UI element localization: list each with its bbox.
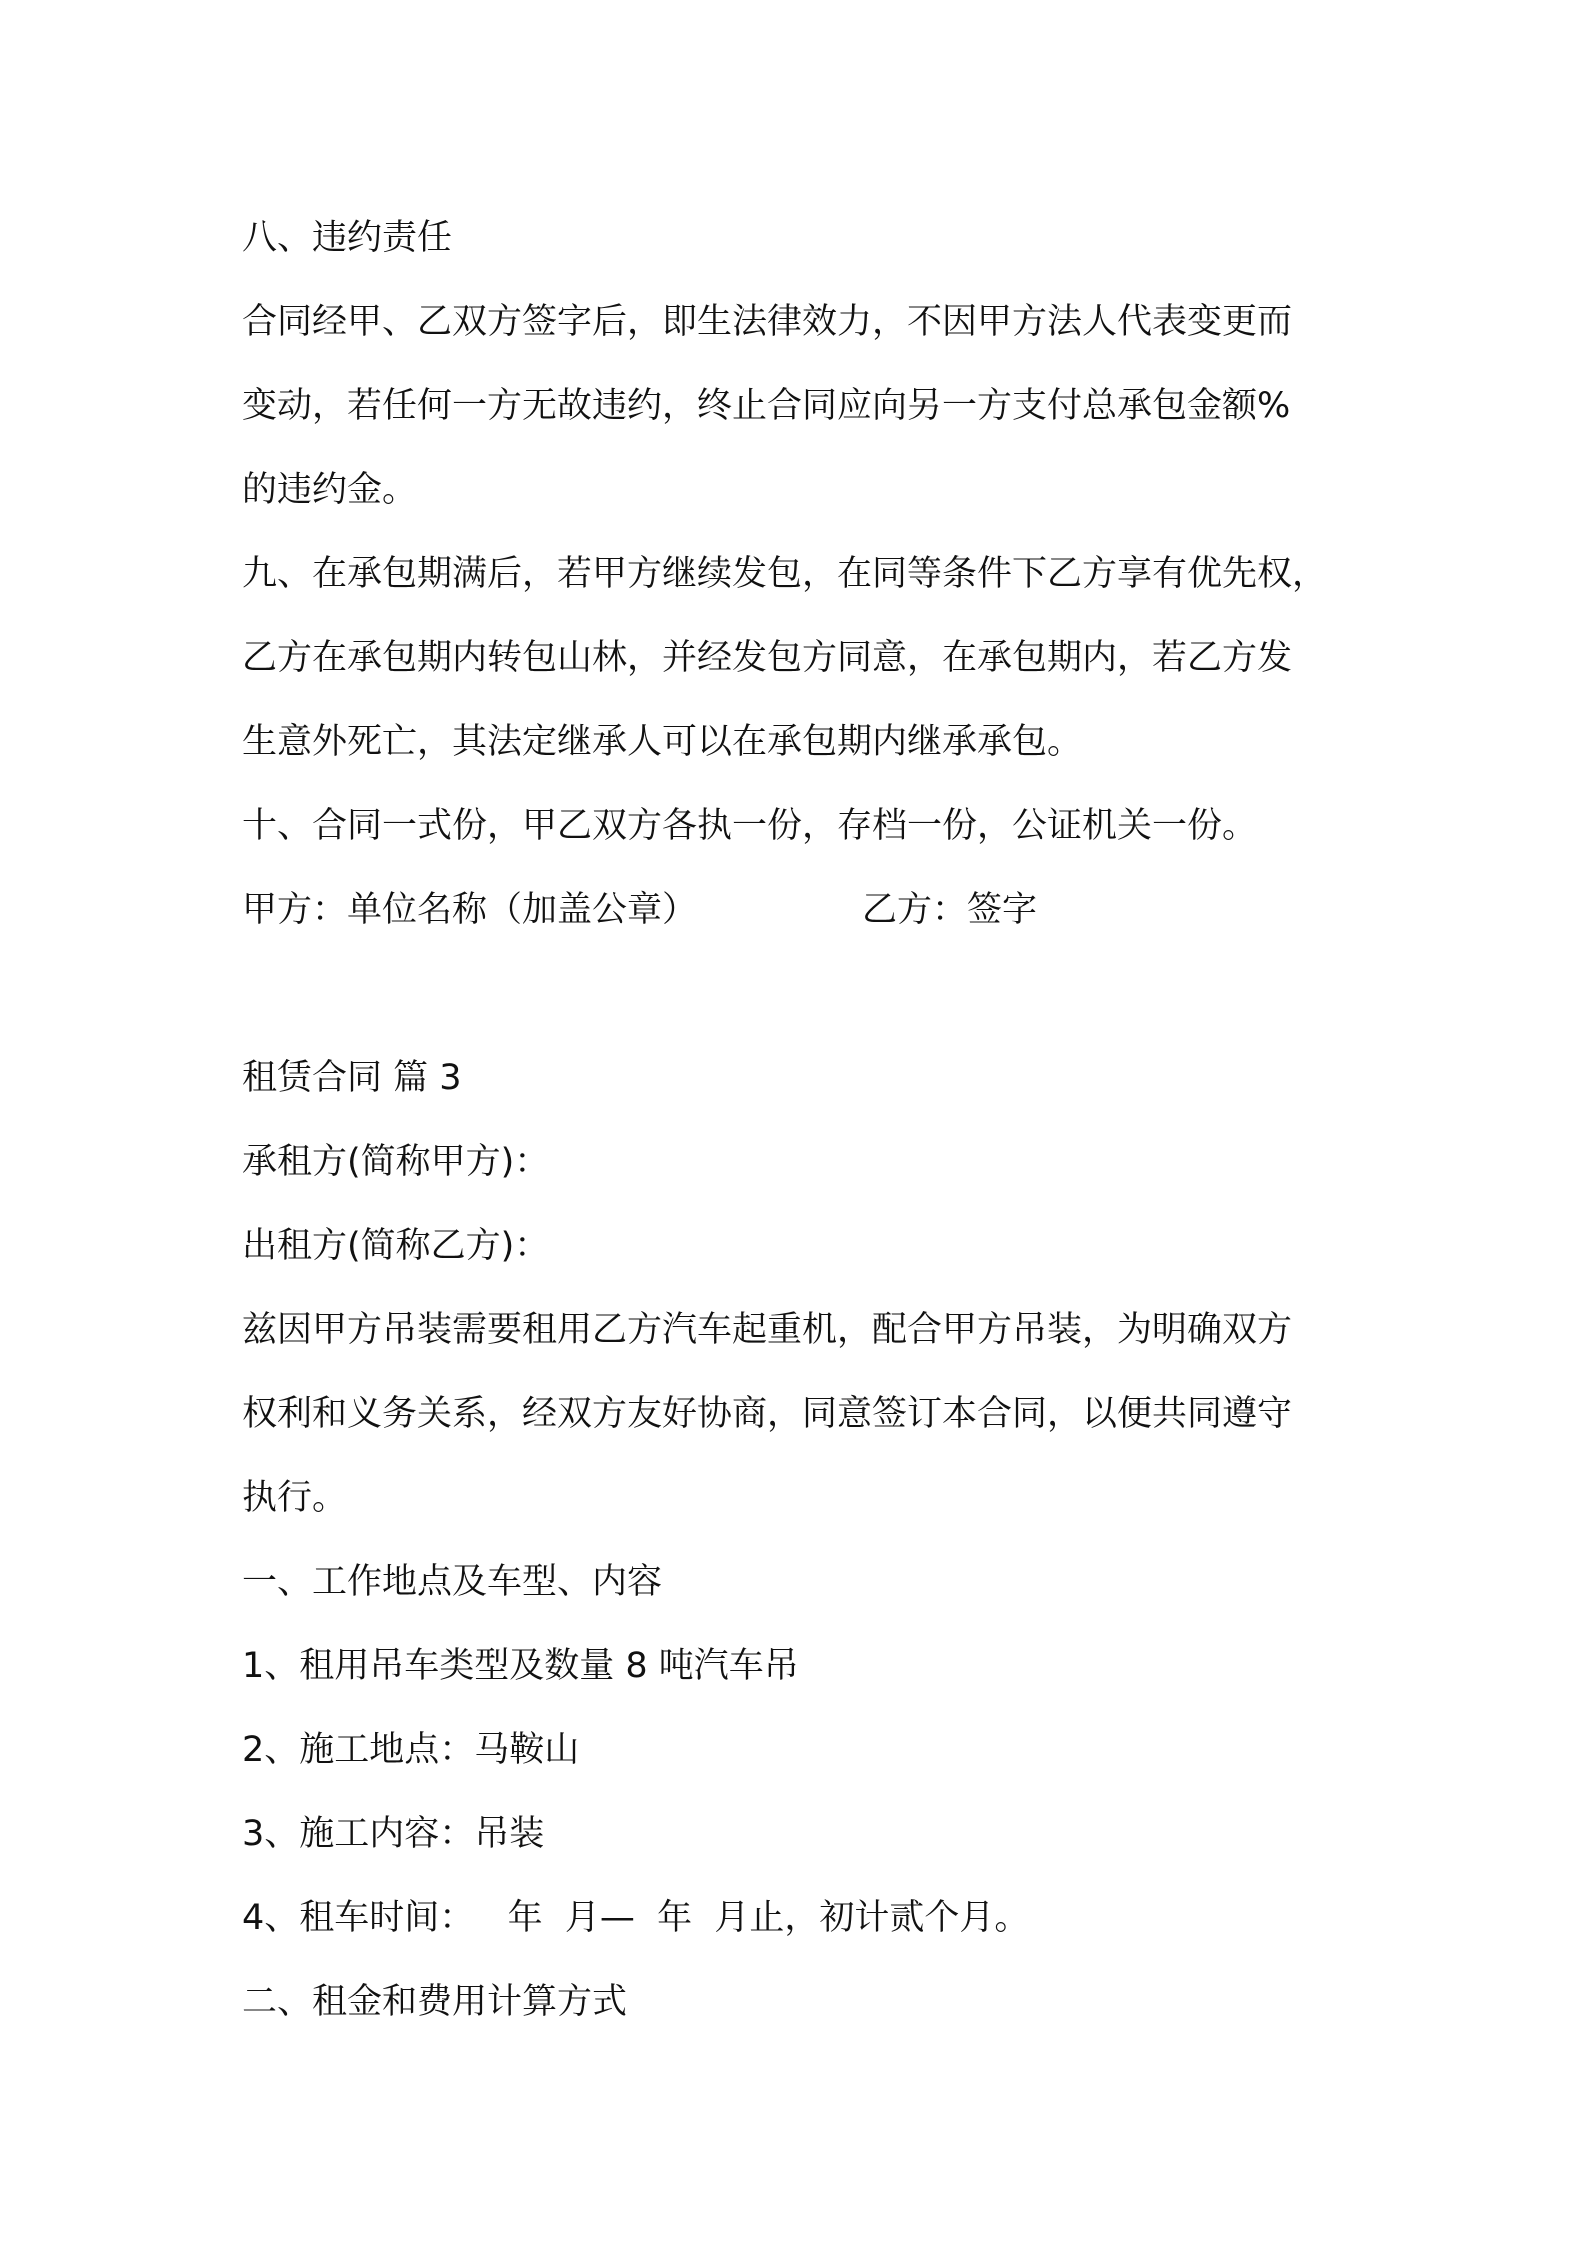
- section-8-line: 的违约金。: [242, 470, 418, 510]
- article-1-heading: 一、工作地点及车型、内容: [242, 1562, 663, 1602]
- party-b-signature: 乙方：签字: [862, 890, 1038, 930]
- article-2-heading: 二、租金和费用计算方式: [242, 1982, 628, 2022]
- section-8-heading: 八、违约责任: [242, 218, 453, 258]
- section-10-line: 十、合同一式份，甲乙双方各执一份，存档一份，公证机关一份。: [242, 806, 1258, 846]
- article-1-item: 1、租用吊车类型及数量 8 吨汽车吊: [242, 1646, 799, 1686]
- intro-line: 执行。: [242, 1478, 348, 1518]
- section-spacer: [242, 952, 1362, 1036]
- section-9-line: 生意外死亡，其法定继承人可以在承包期内继承承包。: [242, 722, 1083, 762]
- section-8-line: 变动，若任何一方无故违约，终止合同应向另一方支付总承包金额%: [242, 386, 1291, 426]
- article-1-item: 2、施工地点：马鞍山: [242, 1730, 580, 1770]
- section-8-line: 合同经甲、乙双方签字后，即生法律效力，不因甲方法人代表变更而: [242, 302, 1293, 342]
- section-9-line: 乙方在承包期内转包山林，并经发包方同意，在承包期内，若乙方发: [242, 638, 1293, 678]
- intro-line: 权利和义务关系，经双方友好协商，同意签订本合同，以便共同遵守: [242, 1394, 1293, 1434]
- article-1-item: 4、租车时间： 年 月— 年 月止，初计贰个月。: [242, 1898, 1030, 1938]
- section-9-line: 九、在承包期满后，若甲方继续发包，在同等条件下乙方享有优先权，: [242, 554, 1328, 594]
- contract-3-title: 租赁合同 篇 3: [242, 1058, 462, 1098]
- party-a-signature: 甲方：单位名称（加盖公章）: [242, 890, 698, 930]
- intro-line: 兹因甲方吊装需要租用乙方汽车起重机，配合甲方吊装，为明确双方: [242, 1310, 1293, 1350]
- signature-row: [242, 868, 1362, 952]
- lessee-field: 承租方(简称甲方)：: [242, 1142, 550, 1182]
- article-1-item: 3、施工内容：吊装: [242, 1814, 545, 1854]
- lessor-field: 出租方(简称乙方)：: [242, 1226, 550, 1266]
- document-body: [242, 196, 1362, 2044]
